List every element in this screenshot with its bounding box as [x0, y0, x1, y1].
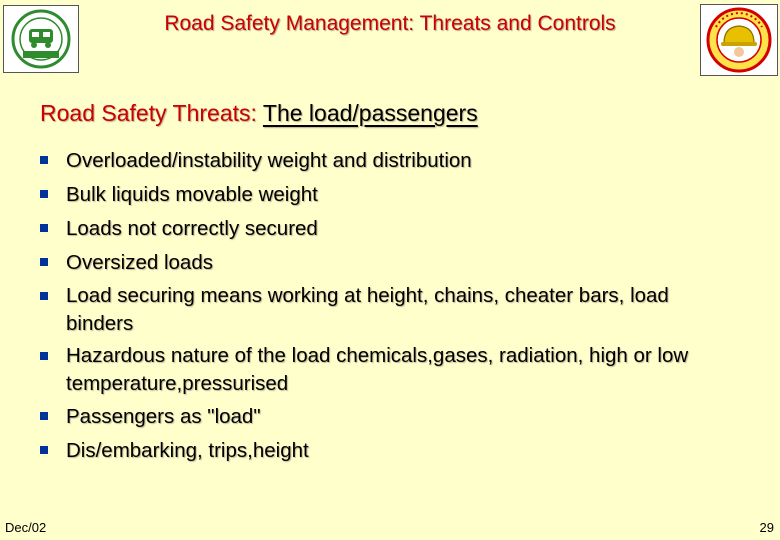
heading-topic: The load/passengers: [262, 100, 478, 126]
square-bullet-icon: [40, 258, 48, 266]
bullet-text: Hazardous nature of the load chemicals,gases, radiation, high or low temperature,pressurised: [66, 344, 689, 395]
square-bullet-icon: [40, 352, 48, 360]
bullet-text: Load securing means working at height, chains, cheater bars, load binders: [66, 284, 669, 335]
bullet-text: Overloaded/instability weight and distribution: [66, 149, 472, 172]
square-bullet-icon: [40, 412, 48, 420]
bullet-item: [40, 282, 740, 338]
bullet-item: [40, 146, 740, 176]
square-bullet-icon: [40, 190, 48, 198]
bullet-list: [40, 146, 740, 470]
header-title: Road Safety Management: Threats and Controls: [164, 12, 616, 35]
bullet-item: [40, 214, 740, 244]
bullet-item: [40, 180, 740, 210]
bullet-item: [40, 436, 740, 466]
bullet-text: Passengers as "load": [66, 405, 261, 428]
slide-heading: [40, 100, 478, 127]
square-bullet-icon: [40, 224, 48, 232]
bullet-text: Oversized loads: [66, 251, 213, 274]
square-bullet-icon: [40, 292, 48, 300]
square-bullet-icon: [40, 156, 48, 164]
heading-prefix: Road Safety Threats:: [40, 100, 257, 126]
footer-date: Dec/02: [5, 520, 47, 535]
page-number: 29: [759, 520, 774, 535]
bullet-item: [40, 402, 740, 432]
bullet-text: Dis/embarking, trips,height: [66, 439, 309, 462]
bullet-text: Loads not correctly secured: [66, 217, 318, 240]
safety-is-teamwork-helmet-icon: [704, 7, 774, 73]
logo-right: [700, 4, 778, 76]
bullet-item: [40, 248, 740, 278]
bullet-item: [40, 342, 740, 398]
square-bullet-icon: [40, 446, 48, 454]
bullet-text: Bulk liquids movable weight: [66, 183, 318, 206]
